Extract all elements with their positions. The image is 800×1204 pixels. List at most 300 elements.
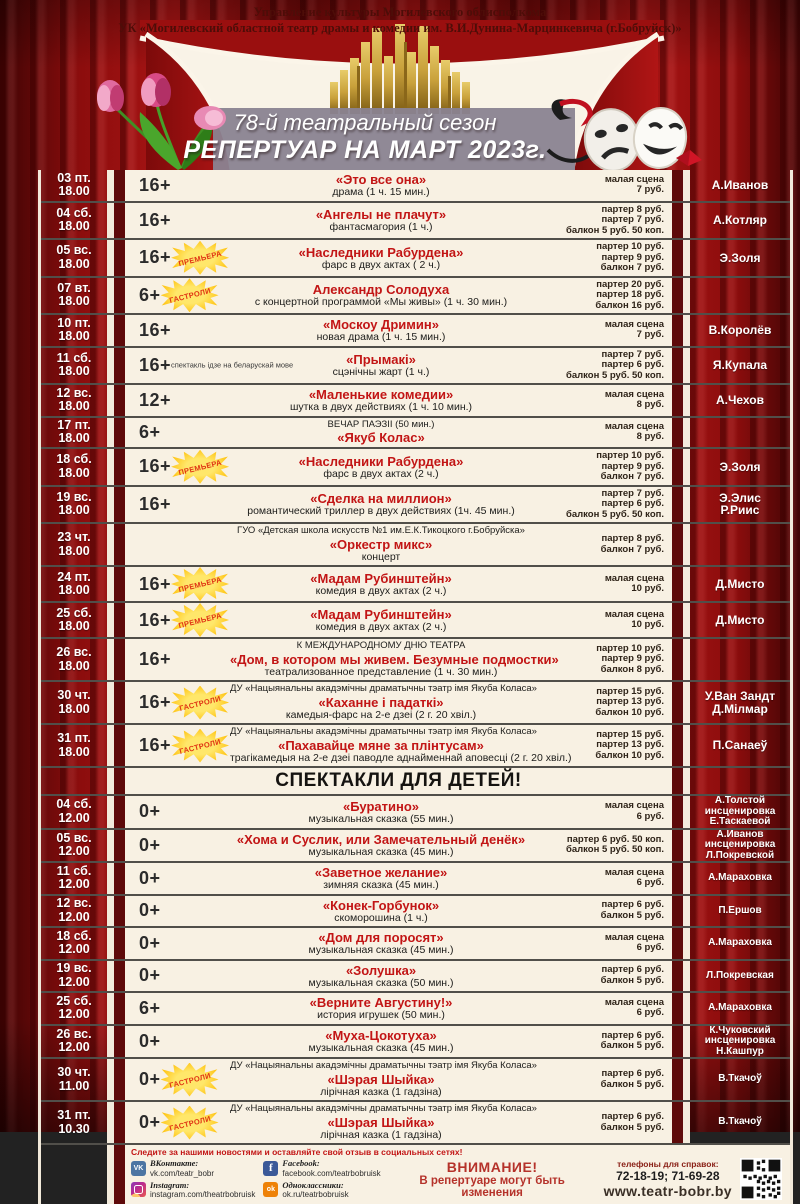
show-author bbox=[690, 1059, 790, 1100]
price-line: 6 руб. bbox=[636, 810, 664, 822]
show-date: 26 вс. bbox=[56, 645, 92, 659]
age-rating-badge: 0+ bbox=[139, 1030, 161, 1051]
repertoire-row bbox=[41, 170, 790, 203]
column-divider bbox=[114, 203, 125, 239]
column-divider bbox=[107, 928, 114, 959]
show-prices bbox=[532, 574, 672, 595]
price-line: балкон 7 руб. bbox=[600, 471, 664, 482]
column-divider bbox=[683, 928, 690, 959]
show-date-time bbox=[41, 487, 107, 523]
column-divider bbox=[683, 603, 690, 637]
age-rating-badge: 16+ bbox=[139, 609, 172, 630]
repertoire-row bbox=[41, 830, 790, 864]
price-line: малая сцена bbox=[604, 996, 664, 1008]
price-line: партер 6 руб. bbox=[601, 964, 664, 976]
age-rating-badge: 0+ bbox=[139, 867, 161, 888]
price-line: балкон 5 руб. bbox=[600, 974, 664, 986]
show-main bbox=[125, 524, 672, 565]
price-line: балкон 5 руб. 50 коп. bbox=[565, 224, 664, 236]
show-date-time bbox=[41, 567, 107, 601]
column-divider bbox=[672, 385, 683, 416]
price-line: партер 6 руб. bbox=[601, 1068, 664, 1079]
show-time: 18.00 bbox=[58, 329, 90, 344]
show-time: 12.00 bbox=[58, 909, 90, 924]
show-date: 31 пт. bbox=[57, 1108, 91, 1122]
repertoire-row bbox=[41, 961, 790, 994]
attention-block bbox=[389, 1159, 596, 1199]
title-banner bbox=[150, 110, 580, 164]
column-divider bbox=[107, 524, 114, 565]
age-and-badge bbox=[125, 280, 230, 310]
price-line: 7 руб. bbox=[636, 184, 664, 196]
show-genre: драма (1 ч. 15 мин.) bbox=[332, 186, 430, 198]
repertoire-row bbox=[41, 449, 790, 487]
price-line: партер 10 руб. bbox=[596, 642, 664, 654]
column-divider bbox=[683, 961, 690, 992]
column-divider bbox=[107, 240, 114, 276]
show-title: «Хома и Суслик, или Замечательный денёк» bbox=[236, 832, 526, 847]
show-date-time bbox=[41, 796, 107, 828]
show-date: 31 пт. bbox=[57, 731, 91, 745]
show-date-time bbox=[41, 725, 107, 766]
show-genre: музыкальная сказка (55 мин.) bbox=[308, 812, 454, 825]
facebook-link[interactable] bbox=[263, 1159, 380, 1178]
show-info bbox=[230, 1060, 537, 1098]
show-date-time bbox=[41, 203, 107, 239]
show-main bbox=[125, 796, 672, 828]
column-divider bbox=[114, 1145, 125, 1204]
empty-date-cell bbox=[41, 1145, 107, 1204]
show-time: 18.00 bbox=[58, 431, 90, 446]
repertoire-row bbox=[41, 639, 790, 682]
show-info bbox=[230, 526, 532, 563]
author-name: В.Ткачоў bbox=[718, 1073, 762, 1085]
column-divider bbox=[683, 170, 690, 201]
age-rating-badge: 0+ bbox=[139, 932, 161, 953]
show-date-time bbox=[41, 315, 107, 346]
children-shows-list bbox=[41, 796, 790, 1145]
show-author bbox=[690, 863, 790, 894]
price-line: партер 6 руб. bbox=[601, 498, 664, 509]
column-divider bbox=[107, 567, 114, 601]
show-date: 07 вт. bbox=[57, 280, 91, 295]
show-time: 12.00 bbox=[58, 974, 90, 989]
show-author bbox=[690, 896, 790, 927]
show-time: 18.00 bbox=[58, 583, 90, 597]
price-line: партер 10 руб. bbox=[596, 241, 664, 252]
badge-label: ПРЕМЬЕРА bbox=[177, 574, 223, 594]
show-prices bbox=[532, 730, 672, 762]
badge-label: ГАСТРОЛИ bbox=[167, 1113, 212, 1132]
show-author bbox=[690, 170, 790, 201]
price-line: партер 7 руб. bbox=[601, 214, 664, 225]
show-info bbox=[230, 865, 532, 892]
show-prices bbox=[532, 451, 672, 483]
author-name: Э.Золя bbox=[719, 459, 761, 474]
show-main bbox=[125, 567, 672, 601]
show-date: 25 сб. bbox=[56, 605, 92, 620]
price-line: балкон 10 руб. bbox=[595, 749, 664, 761]
age-rating-badge: 16+ bbox=[139, 573, 172, 594]
show-main bbox=[125, 240, 672, 276]
price-line: малая сцена bbox=[604, 173, 664, 185]
age-rating-badge: 16+ bbox=[139, 209, 172, 230]
price-line: малая сцена bbox=[604, 866, 664, 878]
show-time: 18.00 bbox=[58, 256, 90, 271]
author-name: Л.Покревской bbox=[705, 849, 775, 861]
repertoire-row bbox=[41, 567, 790, 603]
show-info bbox=[230, 172, 532, 199]
age-rating-badge: 16+ bbox=[139, 649, 172, 669]
badge-label: ГАСТРОЛИ bbox=[167, 285, 212, 305]
show-time: 12.00 bbox=[58, 810, 90, 825]
price-line: балкон 7 руб. bbox=[600, 262, 664, 273]
show-author bbox=[690, 278, 790, 314]
vk-url: vk.com/teatr_bobr bbox=[150, 1168, 215, 1178]
badge-label: ГАСТРОЛИ bbox=[178, 693, 222, 712]
age-and-badge bbox=[125, 731, 230, 761]
show-title: «Буратино» bbox=[342, 798, 419, 814]
show-date-time bbox=[41, 278, 107, 314]
column-divider bbox=[672, 524, 683, 565]
show-prices bbox=[532, 868, 672, 889]
column-divider bbox=[683, 240, 690, 276]
show-prices bbox=[532, 280, 672, 312]
show-info bbox=[230, 1103, 537, 1141]
show-author bbox=[690, 1102, 790, 1143]
repertoire-row bbox=[41, 682, 790, 725]
show-main bbox=[125, 863, 672, 894]
column-divider bbox=[672, 682, 683, 723]
age-and-badge bbox=[125, 933, 230, 954]
show-date-time bbox=[41, 896, 107, 927]
show-main bbox=[125, 1059, 672, 1100]
poster-header bbox=[0, 0, 800, 170]
show-title: «Дом для поросят» bbox=[318, 930, 444, 945]
show-genre: романтический триллер в двух действиях (1ч. 45 мин.) bbox=[247, 505, 515, 517]
column-divider bbox=[107, 863, 114, 894]
show-time: 18.00 bbox=[58, 364, 90, 379]
column-divider bbox=[683, 348, 690, 384]
column-divider bbox=[107, 796, 114, 828]
column-divider bbox=[683, 993, 690, 1024]
column-divider bbox=[107, 1059, 114, 1100]
website-link[interactable]: www.teatr-bobr.by bbox=[603, 1183, 732, 1199]
column-divider bbox=[107, 961, 114, 992]
tour-badge bbox=[173, 688, 227, 718]
age-and-badge bbox=[125, 868, 230, 889]
show-info bbox=[230, 245, 532, 272]
age-and-badge bbox=[125, 320, 230, 341]
age-rating-badge: 16+ bbox=[139, 692, 172, 712]
vk-link[interactable] bbox=[131, 1159, 255, 1178]
author-name: П.Санаеў bbox=[712, 738, 768, 753]
show-genre: музыкальная сказка (45 мин.) bbox=[308, 1042, 454, 1054]
show-date-time bbox=[41, 524, 107, 565]
column-divider bbox=[107, 993, 114, 1024]
price-line: 6 руб. bbox=[636, 1007, 664, 1019]
show-prices bbox=[532, 933, 672, 954]
column-divider bbox=[107, 830, 114, 862]
author-name: А.Иванов bbox=[716, 828, 764, 840]
repertoire-row bbox=[41, 487, 790, 525]
show-info bbox=[230, 832, 532, 859]
price-line: партер 18 руб. bbox=[596, 289, 664, 300]
column-divider bbox=[672, 449, 683, 485]
vk-label: ВКонтакте: bbox=[150, 1158, 199, 1168]
age-rating-badge: 6+ bbox=[139, 421, 161, 442]
price-line: партер 6 руб. 50 коп. bbox=[566, 833, 664, 845]
price-line: балкон 16 руб. bbox=[595, 299, 664, 311]
price-line: партер 8 руб. bbox=[601, 533, 664, 544]
column-divider bbox=[107, 1102, 114, 1143]
show-author bbox=[690, 830, 790, 862]
author-name: В.Ткачоў bbox=[718, 1116, 762, 1128]
age-and-badge bbox=[125, 390, 230, 411]
author-name: У.Ван Зандт bbox=[704, 689, 776, 703]
ok-link[interactable] bbox=[263, 1181, 380, 1200]
column-divider bbox=[683, 1102, 690, 1143]
show-author bbox=[690, 639, 790, 680]
show-info bbox=[230, 898, 532, 925]
show-title: «Верните Августину!» bbox=[309, 995, 453, 1010]
price-line: малая сцена bbox=[604, 572, 664, 584]
show-prices bbox=[532, 998, 672, 1019]
column-divider bbox=[672, 639, 683, 680]
author-name: А.Котляр bbox=[712, 213, 768, 227]
show-pretitle: ДУ «Нацыянальны акадэмічны драматычны тэатр імя Якуба Коласа» bbox=[230, 726, 537, 737]
show-genre: скоморошина (1 ч.) bbox=[334, 911, 428, 924]
show-title: «Конек-Горбунок» bbox=[322, 897, 440, 913]
show-main bbox=[125, 449, 672, 485]
show-date: 17 пт. bbox=[57, 417, 91, 432]
author-name: Д.Мілмар bbox=[712, 701, 768, 716]
show-info bbox=[230, 799, 532, 826]
price-line: партер 7 руб. bbox=[601, 348, 664, 360]
show-title: «Золушка» bbox=[345, 962, 417, 978]
column-divider bbox=[672, 993, 683, 1024]
show-info bbox=[230, 1028, 532, 1055]
column-divider bbox=[672, 1059, 683, 1100]
column-divider bbox=[683, 567, 690, 601]
price-line: 7 руб. bbox=[636, 329, 664, 341]
show-main bbox=[125, 1102, 672, 1143]
show-main bbox=[125, 170, 672, 201]
show-pretitle: ДУ «Нацыянальны акадэмічны драматычны тэатр імя Якуба Коласа» bbox=[230, 1060, 537, 1071]
show-prices bbox=[532, 242, 672, 274]
show-title: «Пахавайце мяне за плінтусам» bbox=[278, 737, 484, 753]
show-title: «Мадам Рубинштейн» bbox=[310, 570, 452, 586]
show-main bbox=[125, 928, 672, 959]
show-prices bbox=[532, 900, 672, 921]
show-title: «Ангелы не плачут» bbox=[315, 207, 447, 222]
column-divider bbox=[107, 315, 114, 346]
price-line: балкон 5 руб. bbox=[600, 1078, 664, 1090]
show-time: 18.00 bbox=[58, 658, 90, 673]
show-main bbox=[125, 896, 672, 927]
show-genre: музыкальная сказка (45 мин.) bbox=[308, 846, 454, 858]
age-rating-badge: 12+ bbox=[139, 389, 172, 410]
column-divider bbox=[683, 449, 690, 485]
ok-label: Одноклассники: bbox=[282, 1179, 344, 1190]
repertoire-row bbox=[41, 203, 790, 241]
show-info bbox=[230, 640, 559, 678]
price-line: балкон 10 руб. bbox=[595, 706, 664, 718]
column-divider bbox=[683, 524, 690, 565]
show-main bbox=[125, 487, 672, 523]
column-divider bbox=[683, 278, 690, 314]
price-line: партер 7 руб. bbox=[601, 487, 664, 499]
repertoire-row bbox=[41, 1059, 790, 1102]
column-divider bbox=[114, 993, 125, 1024]
column-divider bbox=[107, 449, 114, 485]
age-and-badge bbox=[125, 835, 230, 856]
show-main bbox=[125, 961, 672, 992]
instagram-icon bbox=[131, 1182, 146, 1197]
show-prices bbox=[532, 1031, 672, 1052]
show-date-time bbox=[41, 385, 107, 416]
show-author bbox=[690, 240, 790, 276]
show-time: 18.00 bbox=[58, 219, 90, 234]
price-line: балкон 5 руб. 50 коп. bbox=[565, 369, 664, 381]
age-and-badge bbox=[125, 422, 230, 443]
adult-shows-list bbox=[41, 170, 790, 768]
premiere-badge bbox=[173, 452, 227, 482]
show-title: «Прымакі» bbox=[346, 352, 416, 367]
attention-title: ВНИМАНИЕ! bbox=[446, 1159, 538, 1175]
org-line-department: Управление культуры Могилевского облисполкома bbox=[253, 5, 547, 19]
show-genre: шутка в двух действиях (1 ч. 10 мин.) bbox=[289, 401, 473, 413]
price-line: партер 8 руб. bbox=[601, 203, 664, 215]
column-divider bbox=[672, 796, 683, 828]
show-date: 04 сб. bbox=[56, 205, 92, 220]
show-date-time bbox=[41, 418, 107, 448]
column-divider bbox=[114, 928, 125, 959]
author-name: Д.Мисто bbox=[715, 612, 765, 627]
price-line: партер 6 руб. bbox=[601, 1111, 664, 1122]
show-title: Александр Солодуха bbox=[312, 282, 450, 297]
age-rating-badge: 16+ bbox=[139, 247, 172, 268]
price-line: партер 15 руб. bbox=[596, 685, 664, 697]
contacts-block bbox=[604, 1159, 732, 1199]
show-author bbox=[690, 1026, 790, 1058]
show-prices bbox=[532, 801, 672, 822]
show-prices bbox=[532, 687, 672, 719]
age-rating-badge: 0+ bbox=[139, 1069, 161, 1089]
age-and-badge bbox=[125, 1031, 230, 1052]
show-date-time bbox=[41, 240, 107, 276]
show-genre: музыкальная сказка (50 мин.) bbox=[308, 976, 454, 989]
column-divider bbox=[114, 170, 125, 201]
show-main bbox=[125, 203, 672, 239]
author-name: Н.Кашпур bbox=[716, 1045, 764, 1057]
phones-label: телефоны для справок: bbox=[617, 1159, 719, 1169]
show-prices bbox=[532, 422, 672, 443]
show-time: 18.00 bbox=[58, 543, 90, 558]
show-date-time bbox=[41, 1102, 107, 1143]
column-divider bbox=[114, 278, 125, 314]
price-line: балкон 5 руб. bbox=[600, 1040, 664, 1052]
show-info bbox=[230, 387, 532, 414]
column-divider bbox=[672, 203, 683, 239]
show-author bbox=[690, 385, 790, 416]
show-title: «Якуб Колас» bbox=[337, 430, 425, 445]
show-main bbox=[125, 418, 672, 448]
column-divider bbox=[114, 639, 125, 680]
age-rating-badge: 16+ bbox=[139, 354, 172, 375]
qr-code bbox=[740, 1158, 782, 1200]
show-date: 12 вс. bbox=[56, 385, 92, 400]
author-name: А.Мараховка bbox=[708, 1002, 772, 1013]
footer-content bbox=[125, 1145, 790, 1204]
age-and-badge bbox=[125, 569, 230, 599]
age-and-badge bbox=[125, 243, 230, 273]
show-genre: с концертной программой «Мы живы» (1 ч. 30 мин.) bbox=[254, 296, 508, 308]
show-genre: камедыя-фарс на 2-е дзеі (2 г. 20 хвіл.) bbox=[285, 708, 477, 721]
show-genre: история игрушек (50 мин.) bbox=[317, 1009, 445, 1021]
show-time: 18.00 bbox=[58, 619, 90, 633]
repertoire-table bbox=[38, 170, 793, 1204]
column-divider bbox=[107, 348, 114, 384]
show-prices bbox=[532, 1112, 672, 1133]
show-info bbox=[230, 607, 532, 634]
show-date-time bbox=[41, 348, 107, 384]
badge-label: ГАСТРОЛИ bbox=[167, 1070, 212, 1089]
show-date: 03 пт. bbox=[57, 170, 91, 185]
column-divider bbox=[107, 768, 114, 794]
show-pretitle: ДУ «Нацыянальны акадэмічны драматычны тэатр імя Якуба Коласа» bbox=[230, 1103, 537, 1114]
instagram-link[interactable] bbox=[131, 1181, 255, 1200]
season-title: 78-й театральный сезон bbox=[233, 110, 497, 135]
show-date: 18 сб. bbox=[56, 452, 92, 467]
price-line: партер 9 руб. bbox=[601, 251, 664, 263]
column-divider bbox=[114, 524, 125, 565]
column-divider bbox=[683, 768, 690, 794]
children-section-title: СПЕКТАКЛИ ДЛЯ ДЕТЕЙ! bbox=[275, 770, 522, 791]
show-time: 18.00 bbox=[58, 744, 90, 759]
repertoire-row bbox=[41, 1026, 790, 1060]
age-and-badge bbox=[125, 801, 230, 822]
column-divider bbox=[114, 863, 125, 894]
column-divider bbox=[672, 348, 683, 384]
show-main bbox=[125, 278, 672, 314]
age-and-badge bbox=[125, 354, 294, 376]
age-rating-badge: 16+ bbox=[139, 735, 172, 755]
age-and-badge bbox=[125, 900, 230, 921]
show-info bbox=[230, 491, 532, 518]
show-main bbox=[125, 385, 672, 416]
age-and-badge bbox=[125, 965, 230, 986]
column-divider bbox=[683, 1059, 690, 1100]
empty-author-cell bbox=[690, 768, 790, 794]
age-rating-badge: 6+ bbox=[139, 997, 161, 1018]
column-divider bbox=[683, 315, 690, 346]
age-rating-badge: 16+ bbox=[139, 493, 172, 514]
show-time: 18.00 bbox=[58, 184, 90, 199]
age-and-badge bbox=[125, 1065, 230, 1095]
show-date-time bbox=[41, 449, 107, 485]
show-author bbox=[690, 418, 790, 448]
age-and-badge bbox=[125, 605, 230, 635]
show-date: 19 вс. bbox=[56, 961, 92, 976]
show-time: 18.00 bbox=[58, 465, 90, 480]
show-genre: новая драма (1 ч. 15 мин.) bbox=[316, 331, 446, 343]
instagram-url: instagram.com/theatrbobruisk bbox=[150, 1190, 256, 1199]
column-divider bbox=[683, 682, 690, 723]
price-line: партер 6 руб. bbox=[601, 1029, 664, 1041]
phone-numbers: 72-18-19; 71-69-28 bbox=[616, 1169, 720, 1183]
show-prices bbox=[532, 644, 672, 676]
